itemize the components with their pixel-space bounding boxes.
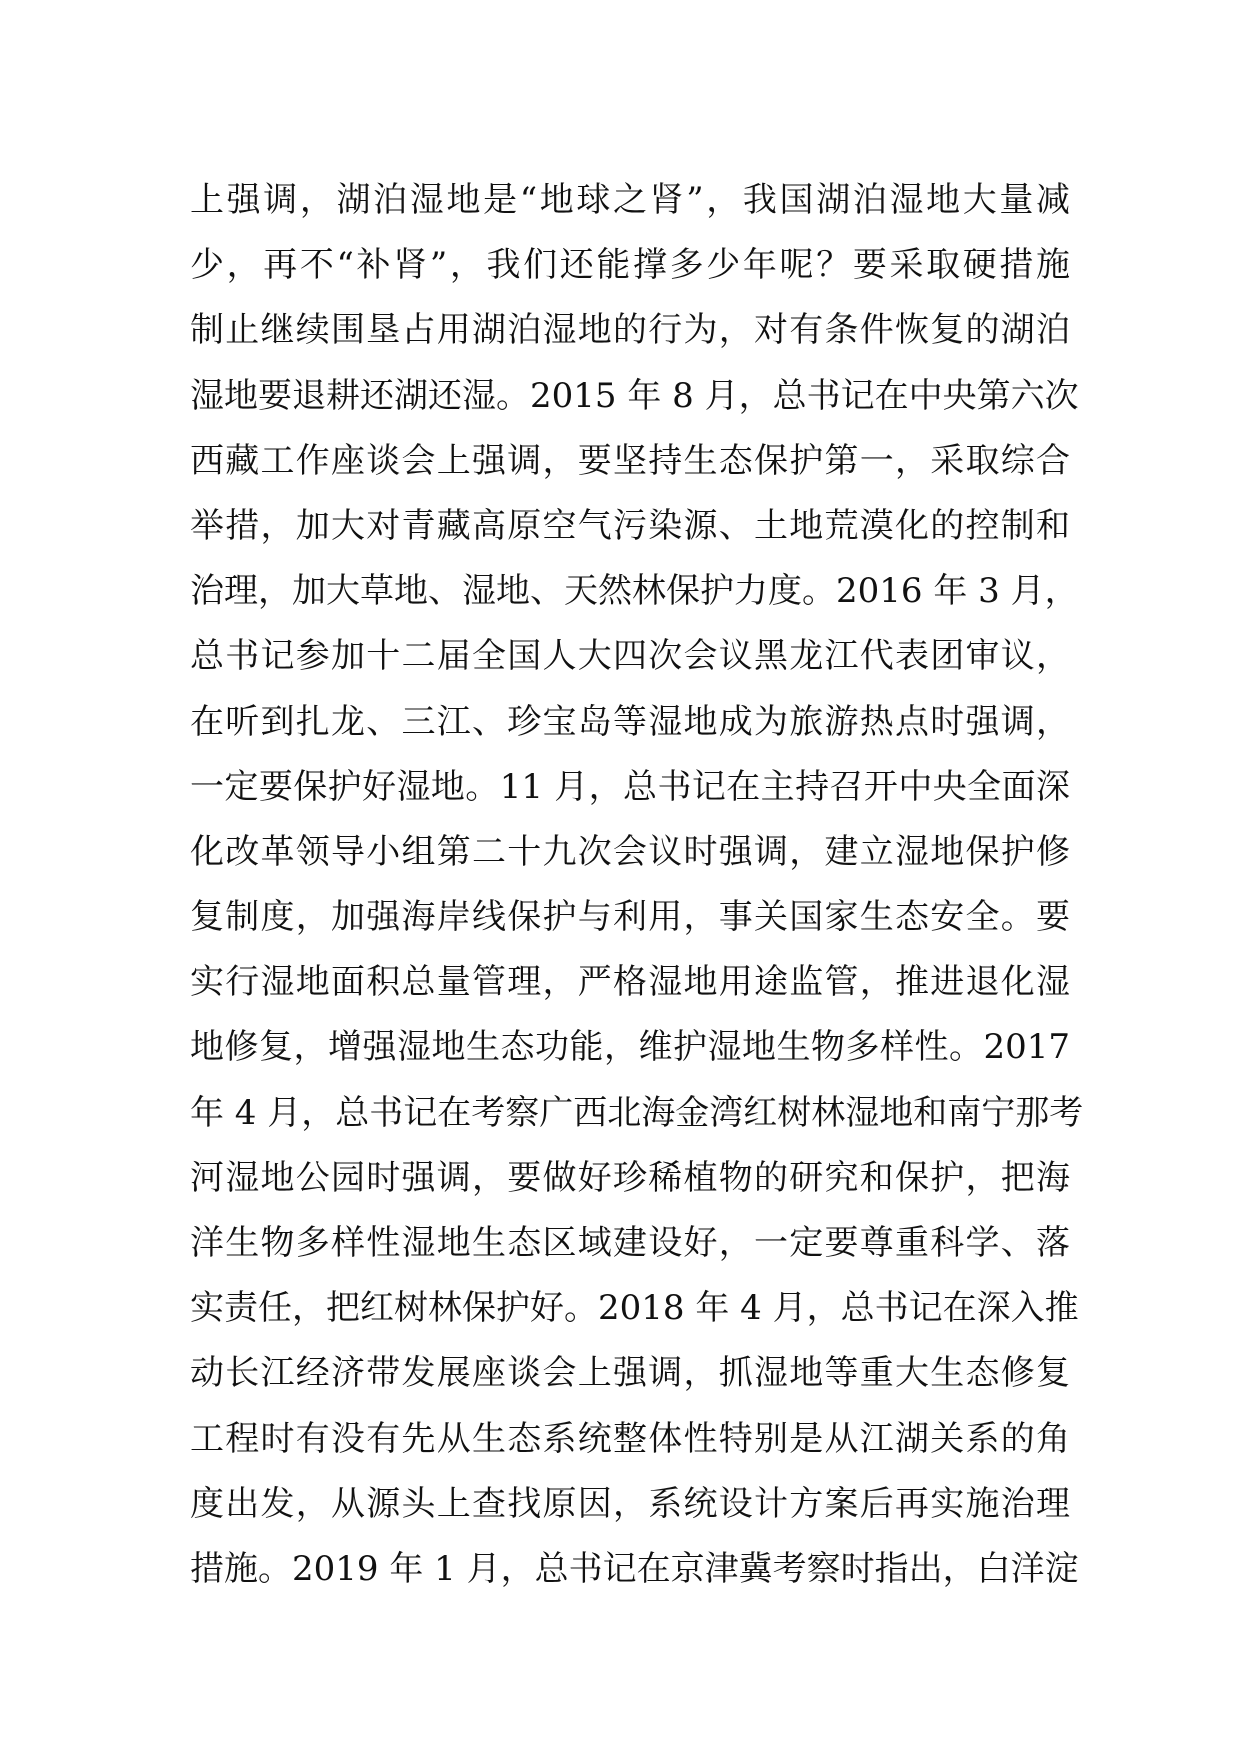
text-line: 总书记参加十二届全国人大四次会议黑龙江代表团审议， [190,636,1070,677]
text-line: 上强调，湖泊湿地是“地球之肾”，我国湖泊湿地大量减 [190,180,1070,220]
text-line: 工程时有没有先从生态系统整体性特别是从江湖关系的角 [190,1418,1070,1459]
text-line: 制止继续围垦占用湖泊湿地的行为，对有条件恢复的湖泊 [190,310,1070,351]
text-line: 治理，加大草地、湿地、天然林保护力度。2016 年 3 月， [190,571,1079,612]
text-line: 年 4 月，总书记在考察广西北海金湾红树林湿地和南宁那考 [190,1092,1084,1133]
text-line: 实行湿地面积总量管理，严格湿地用途监管，推进退化湿 [190,962,1070,1003]
text-line: 湿地要退耕还湖还湿。2015 年 8 月，总书记在中央第六次 [190,375,1079,416]
text-line: 少，再不“补肾”，我们还能撑多少年呢？要采取硬措施 [190,245,1070,286]
text-line: 洋生物多样性湿地生态区域建设好，一定要尊重科学、落 [190,1223,1070,1263]
text-line: 措施。2019 年 1 月，总书记在京津冀考察时指出，白洋淀 [190,1548,1079,1589]
body-text [190,168,1084,1602]
text-line: 西藏工作座谈会上强调，要坚持生态保护第一，采取综合 [190,440,1070,481]
text-line: 举措，加大对青藏高原空气污染源、土地荒漠化的控制和 [190,505,1070,546]
text-line: 一定要保护好湿地。11 月，总书记在主持召开中央全面深 [190,766,1070,807]
text-line: 复制度，加强海岸线保护与利用，事关国家生态安全。要 [190,897,1070,938]
text-line: 河湿地公园时强调，要做好珍稀植物的研究和保护，把海 [190,1157,1070,1198]
text-line: 在听到扎龙、三江、珍宝岛等湿地成为旅游热点时强调， [190,701,1070,742]
text-line: 动长江经济带发展座谈会上强调，抓湿地等重大生态修复 [190,1353,1070,1394]
text-line: 化改革领导小组第二十九次会议时强调，建立湿地保护修 [190,831,1070,872]
text-line: 实责任，把红树林保护好。2018 年 4 月，总书记在深入推 [190,1288,1079,1329]
text-line: 地修复，增强湿地生态功能，维护湿地生物多样性。2017 [190,1027,1070,1068]
text-line: 度出发，从源头上查找原因，系统设计方案后再实施治理 [190,1483,1070,1524]
